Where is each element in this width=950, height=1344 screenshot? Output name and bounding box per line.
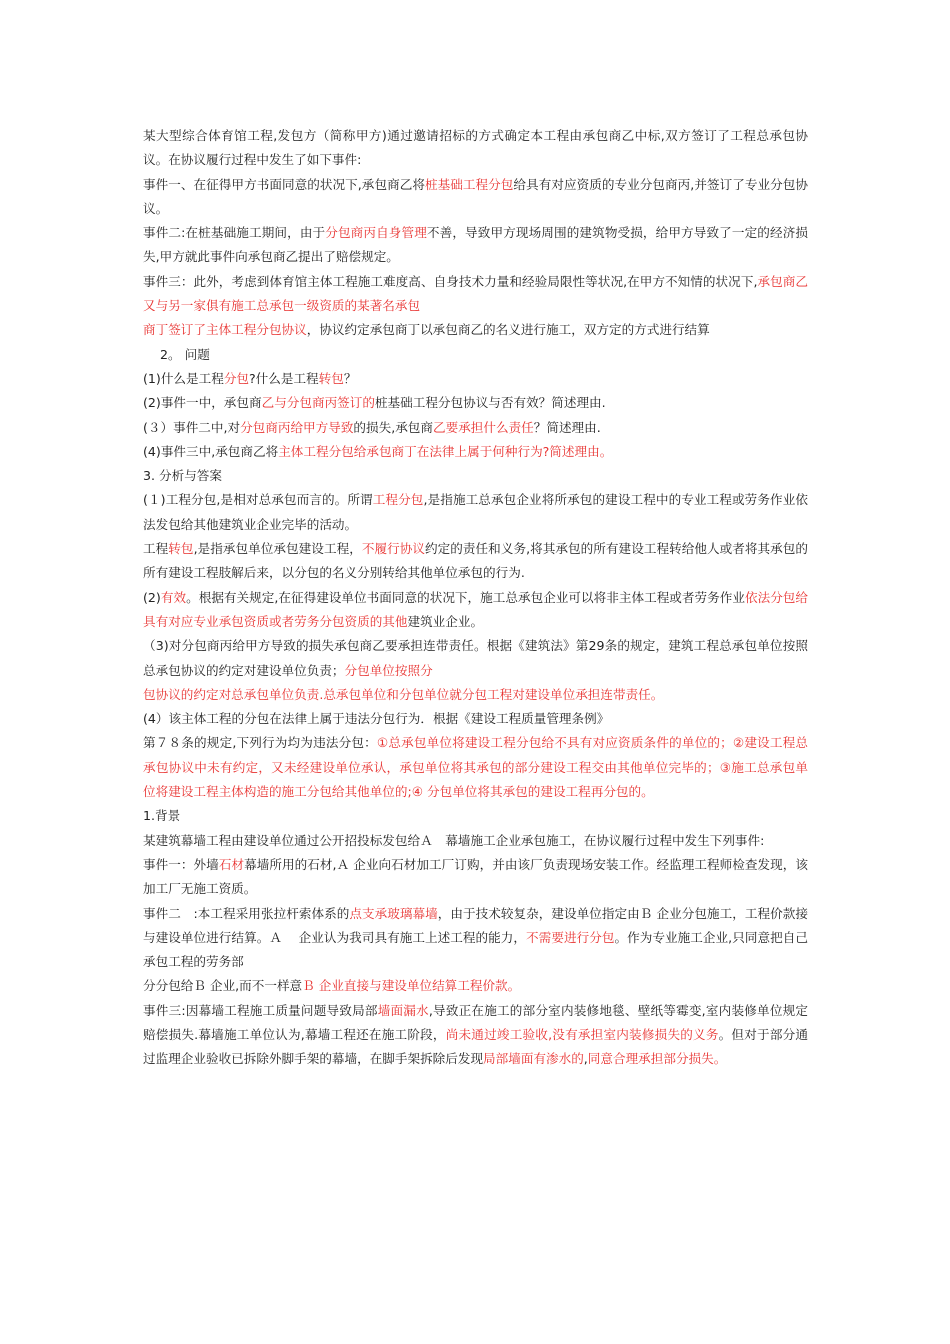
text-run: ，协议约定承包商丁以承包商乙的名义进行施工，双方定的方式进行结算	[306, 322, 710, 338]
paragraph-p24	[143, 999, 808, 1072]
paragraph-p11	[143, 464, 808, 488]
text-run: ?什么是工程	[249, 370, 319, 386]
highlighted-text: 包协议的约定对总承包单位负责.总承包单位和分包单位就分包工程对建设单位承担连带责任。	[143, 686, 664, 702]
text-run: 幕墙所用的石材,Ａ 企业向石材加工厂订购，并由该厂负责现场安装工作。经监理工程师检查发现，该加工厂无施工资质。	[143, 856, 809, 897]
highlighted-text: 分包商丙给甲方导致	[240, 419, 354, 435]
paragraph-p9	[143, 416, 808, 440]
highlighted-text: 有效	[160, 589, 187, 605]
highlighted-text: 分包商丙自身管理	[325, 225, 427, 241]
text-run: 3. 分析与答案	[143, 468, 222, 484]
highlighted-text: 同意合理承担部分损失。	[587, 1051, 727, 1067]
highlighted-text: 桩基础工程分包	[424, 176, 514, 192]
highlighted-text: 不需要进行分包	[526, 929, 615, 945]
paragraph-p20	[143, 829, 808, 853]
paragraph-p10	[143, 440, 808, 464]
text-run: 某建筑幕墙工程由建设单位通过公开招投标发包给Ａ 幕墙施工企业承包施工，在协议履行过程中发生下列事件:	[143, 832, 765, 848]
text-run: (4）该主体工程的分包在法律上属于违法分包行为．根据《建设工程质量管理条例》	[143, 711, 610, 727]
paragraph-p8	[143, 391, 808, 415]
highlighted-text: 依法分包给具有对应专业承包资质或者劳务分包资质的其他	[143, 589, 809, 629]
text-run: 桩基础工程分包协议与否有效？简述理由.	[374, 395, 606, 411]
text-run: ？	[343, 370, 357, 386]
text-run: 事件二:在桩基础施工期间，由于	[143, 225, 326, 241]
highlighted-text: 工程分包	[372, 492, 424, 508]
text-run: (2)事件一中，承包商	[143, 395, 262, 411]
text-run: 分分包给Ｂ 企业,而不一样意	[143, 978, 303, 994]
paragraph-p19	[143, 804, 808, 828]
text-run: 。作为专业施工企业,只同意把自己承包工程的劳务部	[143, 929, 808, 970]
text-run: 事件一、在征得甲方书面同意的状况下,承包商乙将	[143, 176, 425, 192]
text-run: 不善，导致甲方现场周围的建筑物受损，给甲方导致了一定的经济损失,甲方就此事件向承包商乙提出了赔偿规定。	[143, 225, 809, 265]
paragraph-p12	[143, 488, 808, 537]
highlighted-text: 尚未通过竣工验收,没有承担室内装修损失的义务	[445, 1026, 719, 1042]
text-run: 第７８条的规定,下列行为均为违法分包：	[143, 735, 377, 751]
paragraph-p3	[143, 221, 808, 270]
text-run: 工程	[143, 541, 169, 557]
text-run: (３）事件二中,对	[143, 419, 241, 435]
text-run: 给具有对应资质的专业分包商丙,并签订了专业分包协议。	[143, 176, 808, 216]
paragraph-p17	[143, 707, 808, 731]
text-run: ,是指承包单位承包建设工程，	[193, 541, 362, 557]
text-run: 某大型综合体育馆工程,发包方（简称甲方)通过邀请招标的方式确定本工程由承包商乙中标,双方签订了工程总承包协议。在协议履行过程中发生了如下事件:	[143, 128, 808, 168]
text-run: 1.背景	[143, 808, 181, 824]
paragraph-p23	[143, 974, 808, 998]
highlighted-text: 承包商乙又与另一家俱有施工总承包一级资质的某著名承包	[143, 273, 809, 314]
paragraph-p14	[143, 586, 808, 635]
text-run: 的损失,承包商	[353, 419, 433, 435]
highlighted-text: 局部墙面有渗水的	[483, 1051, 584, 1067]
text-run: ,是指施工总承包企业将所承包的建设工程中的专业工程或劳务作业依法发包给其他建筑业企业完毕的活动。	[143, 492, 808, 532]
paragraph-p22	[143, 902, 808, 975]
highlighted-text: 点支承玻璃幕墙	[349, 905, 438, 921]
text-run: 约定的责任和义务,将其承包的所有建设工程转给他人或者将其承包的所有建设工程肢解后来，以分包的名义分别转给其他单位承包的行为.	[143, 541, 809, 581]
highlighted-text: 商丁签订了主体工程分包协议	[143, 322, 307, 338]
highlighted-text: 分包单位按照分	[344, 662, 433, 678]
highlighted-text: 转包	[168, 541, 194, 557]
text-run: ,	[583, 1051, 588, 1067]
highlighted-text: 不履行协议	[361, 541, 426, 557]
paragraph-p6	[143, 343, 808, 367]
text-run: ？简述理由.	[533, 419, 601, 435]
highlighted-text: 乙要承担什么责任	[433, 419, 534, 435]
highlighted-text: 乙与分包商丙签订的	[261, 395, 375, 411]
paragraph-p1	[143, 124, 808, 173]
text-run: 事件一：外墙	[143, 856, 219, 872]
paragraph-p7	[143, 367, 808, 391]
text-run: 。根据有关规定,在征得建设单位书面同意的状况下，施工总承包企业可以将非主体工程或者劳务作业	[186, 589, 745, 605]
paragraph-p5	[143, 318, 808, 342]
text-run: ,导致正在施工的部分室内装修地毯、壁纸等霉变,室内装修单位规定赔偿损失.幕墙施工单位认为,幕墙工程还在施工阶段，	[143, 1002, 809, 1042]
paragraph-p15	[143, 634, 808, 683]
paragraph-p4	[143, 270, 808, 319]
highlighted-text: ①总承包单位将建设工程分包给不具有对应资质条件的单位的；②建设工程总承包协议中未有约定，又未经建设单位承认，承包单位将其承包的部分建设工程交由其他单位完毕的；③施工总承包单位将建设工程主体构造的施工分包给其他单位的;④ 分包单位将其承包的建设工程再分包的。	[143, 735, 808, 800]
text-run: (1)什么是工程	[143, 370, 224, 386]
highlighted-text: 主体工程分包给承包商丁在法律上属于何种行为?简述理由。	[278, 443, 613, 459]
text-run: ，由于技术较复杂，建设单位指定由Ｂ 企业分包施工，工程价款接与建设单位进行结算。Ａ 企业认为我司具有施工上述工程的能力，	[143, 905, 808, 945]
paragraph-p2	[143, 173, 808, 222]
text-run: （3)对分包商丙给甲方导致的损失承包商乙要承担连带责任。根据《建筑法》第29条的规定，建筑工程总承包单位按照总承包协议的约定对建设单位负责；	[143, 638, 808, 678]
text-run: 。但对于部分通过监理企业验收已拆除外脚手架的幕墙，在脚手架拆除后发现	[143, 1026, 809, 1067]
highlighted-text: 转包	[318, 370, 344, 386]
paragraph-p18	[143, 731, 808, 804]
text-run: 建筑业企业。	[407, 613, 484, 629]
highlighted-text: 石材	[218, 856, 245, 872]
text-run: (4)事件三中,承包商乙将	[143, 443, 279, 459]
text-run: 事件三:因幕墙工程施工质量问题导致局部	[143, 1002, 378, 1018]
document-body	[143, 124, 808, 1072]
highlighted-text: Ｂ 企业直接与建设单位结算工程价款。	[302, 978, 521, 994]
text-run: 事件三：此外，考虑到体育馆主体工程施工难度高、自身技术力量和经验局限性等状况,在甲方不知情的状况下,	[143, 273, 758, 289]
text-run: (2)	[143, 589, 161, 605]
paragraph-p13	[143, 537, 808, 586]
text-run: 2。 问题	[160, 346, 210, 362]
highlighted-text: 分包	[223, 370, 249, 386]
text-run: 事件二 :本工程采用张拉杆索体系的	[143, 905, 350, 921]
paragraph-p16	[143, 683, 808, 707]
highlighted-text: 墙面漏水	[377, 1002, 429, 1018]
text-run: (１)工程分包,是相对总承包而言的。所谓	[143, 492, 373, 508]
paragraph-p21	[143, 853, 808, 902]
